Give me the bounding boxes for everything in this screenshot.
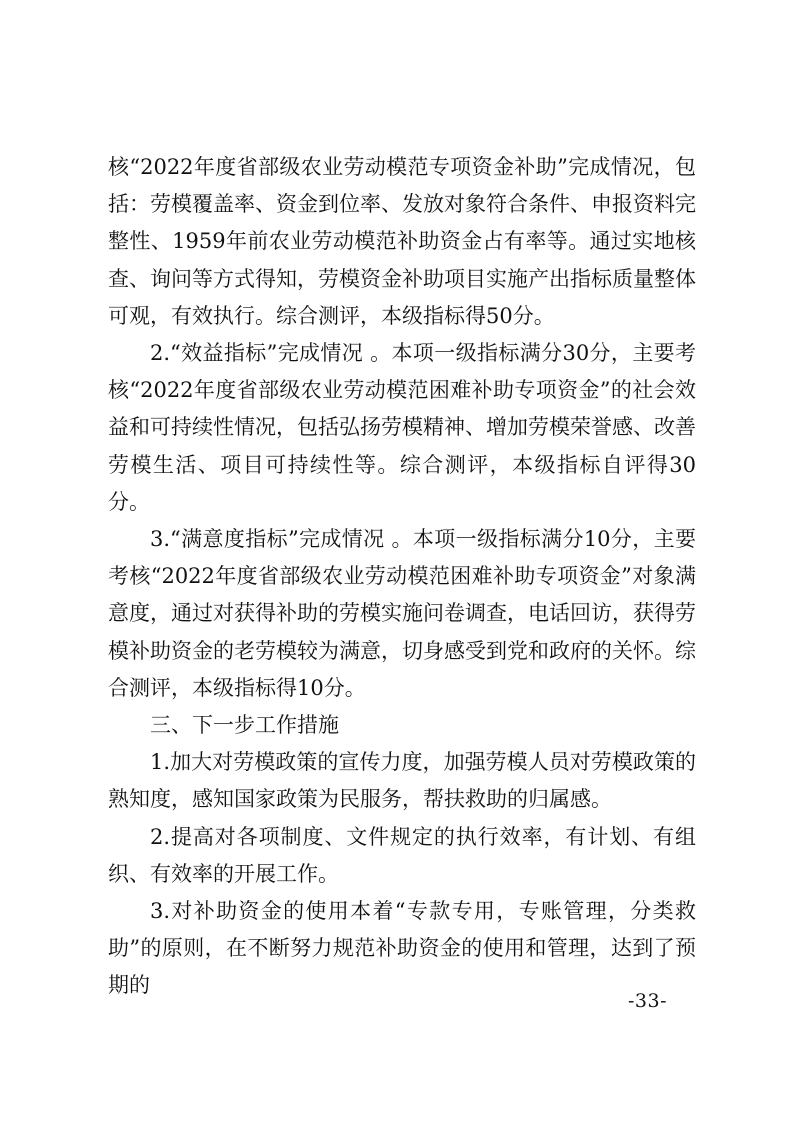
paragraph-measure-3: 3.对补助资金的使用本着“专款专用，专账管理，分类救助”的原则，在不断努力规范补助资金的使用和管理，达到了预期的 [108, 899, 696, 998]
page-number: -33- [628, 990, 668, 1012]
paragraph-benefit-indicator: 2.“效益指标”完成情况 。本项一级指标满分30分，主要考核“2022年度省部级农业劳动模范困难补助专项资金”的社会效益和可持续性情况，包括弘扬劳模精神、增加劳模荣誉感、改善劳模生活、项目可持续性等。综合测评，本级指标自评得30分。 [108, 341, 696, 514]
document-body [108, 149, 696, 1005]
paragraph-measure-1: 1.加大对劳模政策的宣传力度，加强劳模人员对劳模政策的熟知度，感知国家政策为民服务，帮扶救助的归属感。 [108, 750, 696, 812]
section-heading-next-steps: 三、下一步工作措施 [150, 713, 339, 738]
paragraph-satisfaction-indicator: 3.“满意度指标”完成情况 。本项一级指标满分10分，主要考核“2022年度省部级农业劳动模范困难补助专项资金”对象满意度，通过对获得补助的劳模实施问卷调查，电话回访，获得劳模补助资金的老劳模较为满意，切身感受到党和政府的关怀。综合测评，本级指标得10分。 [108, 527, 696, 700]
paragraph-output-indicator-continued: 核“2022年度省部级农业劳动模范专项资金补助”完成情况，包括：劳模覆盖率、资金到位率、发放对象符合条件、申报资料完整性、1959年前农业劳动模范补助资金占有率等。通过实地核查、询问等方式得知，劳模资金补助项目实施产出指标质量整体可观，有效执行。综合测评，本级指标得50分。 [108, 155, 696, 328]
paragraph-measure-2: 2.提高对各项制度、文件规定的执行效率，有计划、有组织、有效率的开展工作。 [108, 824, 696, 886]
